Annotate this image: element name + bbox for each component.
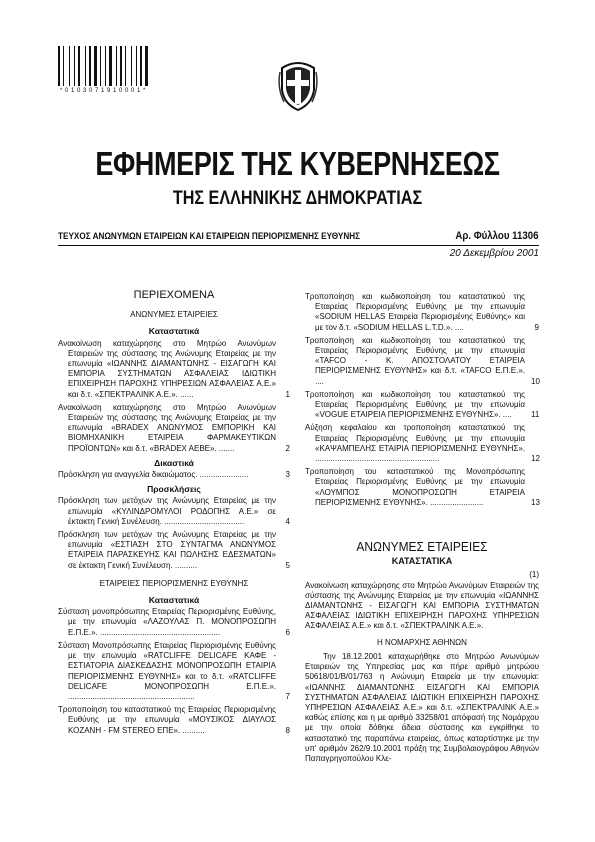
- barcode-bar: [109, 46, 112, 86]
- barcode-bar: [118, 46, 119, 86]
- sub-katastatika: Καταστατικά: [148, 326, 200, 337]
- toc-entry-text: Πρόσκληση για αναγγελία δικαιώματος. ......................: [58, 470, 249, 480]
- sub-dikastika: Δικαστικά: [154, 457, 194, 468]
- toc-entry-page: 3: [285, 470, 290, 480]
- toc-entry-text: Τροποποίηση και κωδικοποίηση του καταστατικού της Εταιρείας Περιορισμένης Ευθύνης με την επωνυμία «VOGUE ΕΤΑΙΡΕΙΑ ΠΕΡΙΟΡΙΣΜΕΝΗΣ ΕΥΘΥΝΗΣ». ....: [305, 389, 525, 420]
- body-sub-title: ΚΑΤΑΣΤΑΤΙΚΑ: [391, 556, 453, 567]
- toc-entry: [305, 336, 539, 387]
- toc-entry: [58, 530, 290, 571]
- sheet-number: Αρ. Φύλλου 11306: [455, 230, 539, 242]
- toc-entry-text: Τροποποίηση του καταστατικού της Μονοπρόσωπης Εταιρείας Περιορισμένης Ευθύνης με την επωνυμία «ΛΟΥΜΠΟΣ ΜΟΝΟΠΡΟΣΩΠΗ ΕΤΑΙΡΕΙΑ ΠΕΡΙΟΡΙΣΜΕΝΗΣ ΕΥΘΥΝΗΣ». ........................: [305, 467, 525, 507]
- barcode-bar: [127, 46, 130, 86]
- toc-entry: [58, 607, 290, 638]
- barcode-bar: [94, 46, 97, 86]
- barcode-bar: [120, 46, 122, 86]
- contents-heading: ΠΕΡΙΕΧΟΜΕΝΑ: [133, 289, 215, 301]
- barcode-bar: [123, 46, 124, 86]
- toc-entry-page: 5: [285, 560, 290, 570]
- toc-entry-text: Αύξηση κεφαλαίου και τροποποίηση καταστατικού της Εταιρείας Περιορισμένης Ευθύνης με την επωνυμία «ΚΑΨΑΜΠΕΛΗΣ ΕΤΑΙΡΙΑ ΠΕΡΙΟΡΙΣΜΕΝΗΣ ΕΥΘΥΝΗΣ». ........................................................: [305, 423, 525, 464]
- barcode-bar: [131, 46, 132, 86]
- toc-entry: [58, 705, 290, 736]
- barcode-bar: [113, 46, 115, 86]
- toc-entry-text: Ανακοίνωση καταχώρησης στο Μητρώο Ανωνύμων Εταιρειών της σύστασης της Ανώνυμης Εταιρείας με την επωνυμία «ΙΩΑΝΝΗΣ ΔΙΑΜΑΝΤΩΝΗΣ - ΕΙΣΑΓΩΓΗ ΚΑΙ ΕΜΠΟΡΙΑ ΣΥΣΤΗΜΑΤΩΝ ΑΣΦΑΛΕΙΑΣ ΙΔΙΩΤΙΚΗ ΕΠΙΧΕΙΡΗΣΗ ΠΑΡΟΧΗΣ ΥΠΗΡΕΣΙΩΝ ΑΣΦΑΛΕΙΑΣ Α.Ε.» και δ.τ. «ΣΠΕΚΤΡΑΛΙΝΚ Α.Ε.». ......: [58, 338, 276, 399]
- toc-entry-page: 6: [285, 627, 290, 637]
- barcode-bar: [105, 46, 106, 86]
- barcode-bar: [69, 46, 70, 86]
- barcode-bar: [87, 46, 88, 86]
- prosk-entries: [58, 496, 290, 570]
- barcode-bar: [140, 46, 142, 86]
- section-epe: ΕΤΑΙΡΕΙΕΣ ΠΕΡΙΟΡΙΣΜΕΝΗΣ ΕΥΘΥΝΗΣ: [99, 578, 249, 588]
- barcode-bar: [100, 46, 101, 86]
- barcode-bar: [85, 46, 86, 86]
- toc-entry-text: Ανακοίνωση καταχώρησης στο Μητρώο Ανωνύμων Εταιρειών της σύστασης της Ανώνυμης Εταιρείας με την επωνυμία «BRADEX ΑΝΩΝΥΜΟΣ ΕΜΠΟΡΙΚΗ ΚΑΙ ΒΙΟΜΗΧΑΝΙΚΗ ΕΤΑΙΡΕΙΑ ΦΑΡΜΑΚΕΥΤΙΚΩΝ ΠΡΟΪΟΝΤΩΝ» και δ.τ. «BRADEX AEBE». .......: [58, 402, 276, 453]
- barcode-bar: [125, 46, 126, 86]
- issue-date: 20 Δεκεμβρίου 2001: [449, 248, 539, 259]
- toc-entry: [305, 467, 539, 508]
- toc-entry: [305, 423, 539, 464]
- toc-entry-text: Σύσταση Μονοπρόσωπης Εταιρείας Περιορισμένης Ευθύνης με την επωνυμία «RATCLIFFE DELICAFE ΚΑΦΕ - ΕΣΤΙΑΤΟΡΙΑ ΔΙΑΣΚΕΔΑΣΗΣ ΜΟΝΟΠΡΟΣΩΠΗ ΕΤΑΙΡΙΑ ΠΕΡΙΟΡΙΣΜΕΝΗΣ ΕΥΘΥΝΗΣ» και το δ.τ. «RATCLIFFE DELICAFE ΜΟΝΟΠΡΟΣΩΠΗ Ε.Π.Ε.». .........................................................: [58, 640, 276, 701]
- toc-entry: [58, 496, 290, 527]
- toc-entry-page: 11: [531, 410, 540, 420]
- barcode-bar: [98, 46, 99, 86]
- prefecture-label: Η ΝΟΜΑΡΧΗΣ ΑΘΗΝΩΝ: [377, 637, 467, 647]
- toc-entry-page: 1: [285, 389, 290, 399]
- toc-entry-page: 2: [285, 443, 290, 453]
- item-number: (1): [529, 570, 539, 580]
- barcode-bar: [71, 46, 73, 86]
- dik-entries: [58, 470, 290, 480]
- barcode-bar: [133, 46, 135, 86]
- barcode-bar: [61, 46, 62, 86]
- body-paragraph: Την 18.12.2001 καταχωρήθηκε στο Μητρώο Ανωνύμων Εταιρειών της Υπηρεσίας μας και πήρε αριθμό μητρώου 50618/01/Β/01/763 η Ανώνυμη Εταιρεία με την επωνυμία: «ΙΩΑΝΝΗΣ ΔΙΑΜΑΝΤΩΝΗΣ ΕΙΣΑΓΩΓΗ ΚΑΙ ΕΜΠΟΡΙΑ ΣΥΣΤΗΜΑΤΩΝ ΑΣΦΑΛΕΙΑΣ ΙΔΙΩΤΙΚΗ ΕΠΙΧΕΙΡΗΣΗ ΠΑΡΟΧΗΣ ΥΠΗΡΕΣΙΩΝ ΑΣΦΑΛΕΙΑΣ Α.Ε.» και δ.τ. «ΣΠΕΚΤΡΑΛΙΝΚ Α.Ε.» καθώς επίσης και η με αριθμό 33258/01 απόφασή της Νομάρχου με την οποία δόθηκε άδεια σύστασης και εγκρίθηκε το καταστατικό της παραπάνω εταιρείας, όπως καταρτίστηκε με την υπ' αριθμόν 262/9.10.2001 πράξη της Συμβολαιογράφου Αθηνών Παπαγρηγοπούλου Κλε-: [305, 651, 539, 763]
- sub-proskliseis: Προσκλήσεις: [147, 484, 201, 495]
- toc-entry: [305, 390, 539, 421]
- toc-entry-text: Τροποποίηση και κωδικοποίηση του καταστατικού της Εταιρείας Περιορισμένης Ευθύνης με την επωνυμία «TAFCO - Κ. ΑΠΟΣΤΟΛΑΤΟΥ ΕΤΑΙΡΕΙΑ ΠΕΡΙΟΡΙΣΜΕΝΗΣ ΕΥΘΥΝΗΣ» και δ.τ. «TAFCO Ε.Π.Ε.». ....: [305, 335, 525, 386]
- notice-text: Ανακοίνωση καταχώρησης στο Μητρώο Ανωνύμων Εταιρειών της σύστασης της Ανώνυμης Εταιρείας με την επωνυμία «ΙΩΑΝΝΗΣ ΔΙΑΜΑΝΤΩΝΗΣ - ΕΙΣΑΓΩΓΗ ΚΑΙ ΕΜΠΟΡΙΑ ΣΥΣΤΗΜΑΤΩΝ ΑΣΦΑΛΕΙΑΣ ΙΔΙΩΤΙΚΗ ΕΠΙΧΕΙΡΗΣΗ ΠΑΡΟΧΗΣ ΥΠΗΡΕΣΙΩΝ ΑΣΦΑΛΕΙΑΣ Α.Ε.» και δ.τ. «ΣΠΕΚΤΡΑΛΙΝΚ Α.Ε.».: [305, 580, 539, 631]
- toc-entry: [305, 292, 539, 333]
- barcode-bar: [76, 46, 77, 86]
- toc-entry-text: Πρόσκληση των μετόχων της Ανώνυμης Εταιρείας με την επωνυμία «ΕΣΤΙΑΣΗ ΣΤΟ ΣΥΝΤΑΓΜΑ ΑΝΩΝΥΜΟΣ ΕΤΑΙΡΕΙΑ ΠΑΡΑΣΚΕΥΗΣ ΚΑΙ ΠΩΛΗΣΗΣ ΕΔΕΣΜΑΤΩΝ» σε έκτακτη Γενική Συνέλευση. ..........: [58, 530, 276, 570]
- toc-entry: [58, 403, 290, 454]
- greek-coat-of-arms-icon: [276, 58, 320, 112]
- header-rule: [58, 245, 539, 246]
- barcode-bar: [74, 46, 75, 86]
- barcode-bar: [116, 46, 117, 86]
- section-ae: ΑΝΩΝΥΜΕΣ ΕΤΑΙΡΕΙΕΣ: [130, 310, 218, 320]
- barcode-bar: [58, 46, 60, 86]
- toc-entry-text: Τροποποίηση και κωδικοποίηση του καταστατικού της Εταιρείας Περιορισμένης Ευθύνης με την επωνυμία «SODIUM HELLAS Εταιρεία Περιορισμένης Ευθύνης» και με τον δ.τ. «SODIUM HELLAS L.T.D.». ....: [305, 292, 525, 332]
- toc-entry-page: 7: [285, 691, 290, 701]
- ae-entries: [58, 339, 290, 454]
- barcode-bar: [81, 46, 84, 86]
- barcode-bar: [143, 46, 144, 86]
- barcode-number: * 0 1 0 3 0 7 1 9 1 0 0 0 1 *: [60, 88, 146, 94]
- right-toc-entries: [305, 292, 539, 508]
- toc-entry-page: 12: [531, 454, 540, 464]
- barcode-bar: [102, 46, 104, 86]
- toc-entry-page: 10: [531, 376, 540, 386]
- barcode: [58, 46, 156, 86]
- right-column: [305, 292, 539, 764]
- gazette-subtitle: ΤΗΣ ΕΛΛΗΝΙΚΗΣ ΔΗΜΟΚΡΑΤΙΑΣ: [172, 188, 423, 209]
- toc-entry: [58, 641, 290, 702]
- sub-katastatika-epe: Καταστατικά: [148, 595, 200, 606]
- barcode-bar: [92, 46, 93, 86]
- barcode-bar: [138, 46, 139, 86]
- barcode-bar: [89, 46, 91, 86]
- toc-entry-page: 8: [285, 725, 290, 735]
- epe-entries: [58, 607, 290, 735]
- barcode-bar: [107, 46, 108, 86]
- barcode-bar: [78, 46, 80, 86]
- gazette-title: ΕΦΗΜΕΡΙΣ ΤΗΣ ΚΥΒΕΡΝΗΣΕΩΣ: [95, 145, 500, 182]
- barcode-bar: [63, 46, 64, 86]
- barcode-bar: [145, 46, 148, 86]
- toc-entry-page: 13: [531, 497, 540, 507]
- barcode-bar: [65, 46, 68, 86]
- toc-entry: [58, 339, 290, 400]
- body-section-title: ΑΝΩΝΥΜΕΣ ΕΤΑΙΡΕΙΕΣ: [356, 539, 488, 555]
- toc-entry-text: Πρόσκληση των μετόχων της Ανώνυμης Εταιρείας με την επωνυμία «ΚΥΛΙΝΔΡΟΜΥΛΟΙ ΡΟΔΟΠΗΣ Α.Ε.» σε έκτακτη Γενική Συνέλευση. ....................................: [58, 496, 276, 526]
- barcode-bar: [136, 46, 137, 86]
- issue-type: ΤΕΥΧΟΣ ΑΝΩΝΥΜΩΝ ΕΤΑΙΡΕΙΩΝ ΚΑΙ ΕΤΑΙΡΕΙΩΝ ΠΕΡΙΟΡΙΣΜΕΝΗΣ ΕΥΘΥΝΗΣ: [58, 231, 361, 242]
- toc-entry: [58, 470, 290, 480]
- toc-entry-text: Τροποποίηση του καταστατικού της Εταιρείας Περιορισμένης Ευθύνης με την επωνυμία «ΜΟΥΣΙΚΟΣ ΔΙΑΥΛΟΣ ΚΟΖΑΝΗ - FM STEREO ΕΠΕ». ..........: [58, 705, 276, 735]
- toc-entry-text: Σύσταση μονοπρόσωπης Εταιρείας Περιορισμένης Ευθύνης, με την επωνυμία «ΛΑΖΟΥΛΑΣ Π. ΜΟΝΟΠΡΟΣΩΠΗ Ε.Π.Ε.». ......................................................: [58, 607, 276, 637]
- contents-column: [58, 290, 290, 739]
- toc-entry-page: 4: [285, 516, 290, 526]
- toc-entry-page: 9: [534, 322, 539, 332]
